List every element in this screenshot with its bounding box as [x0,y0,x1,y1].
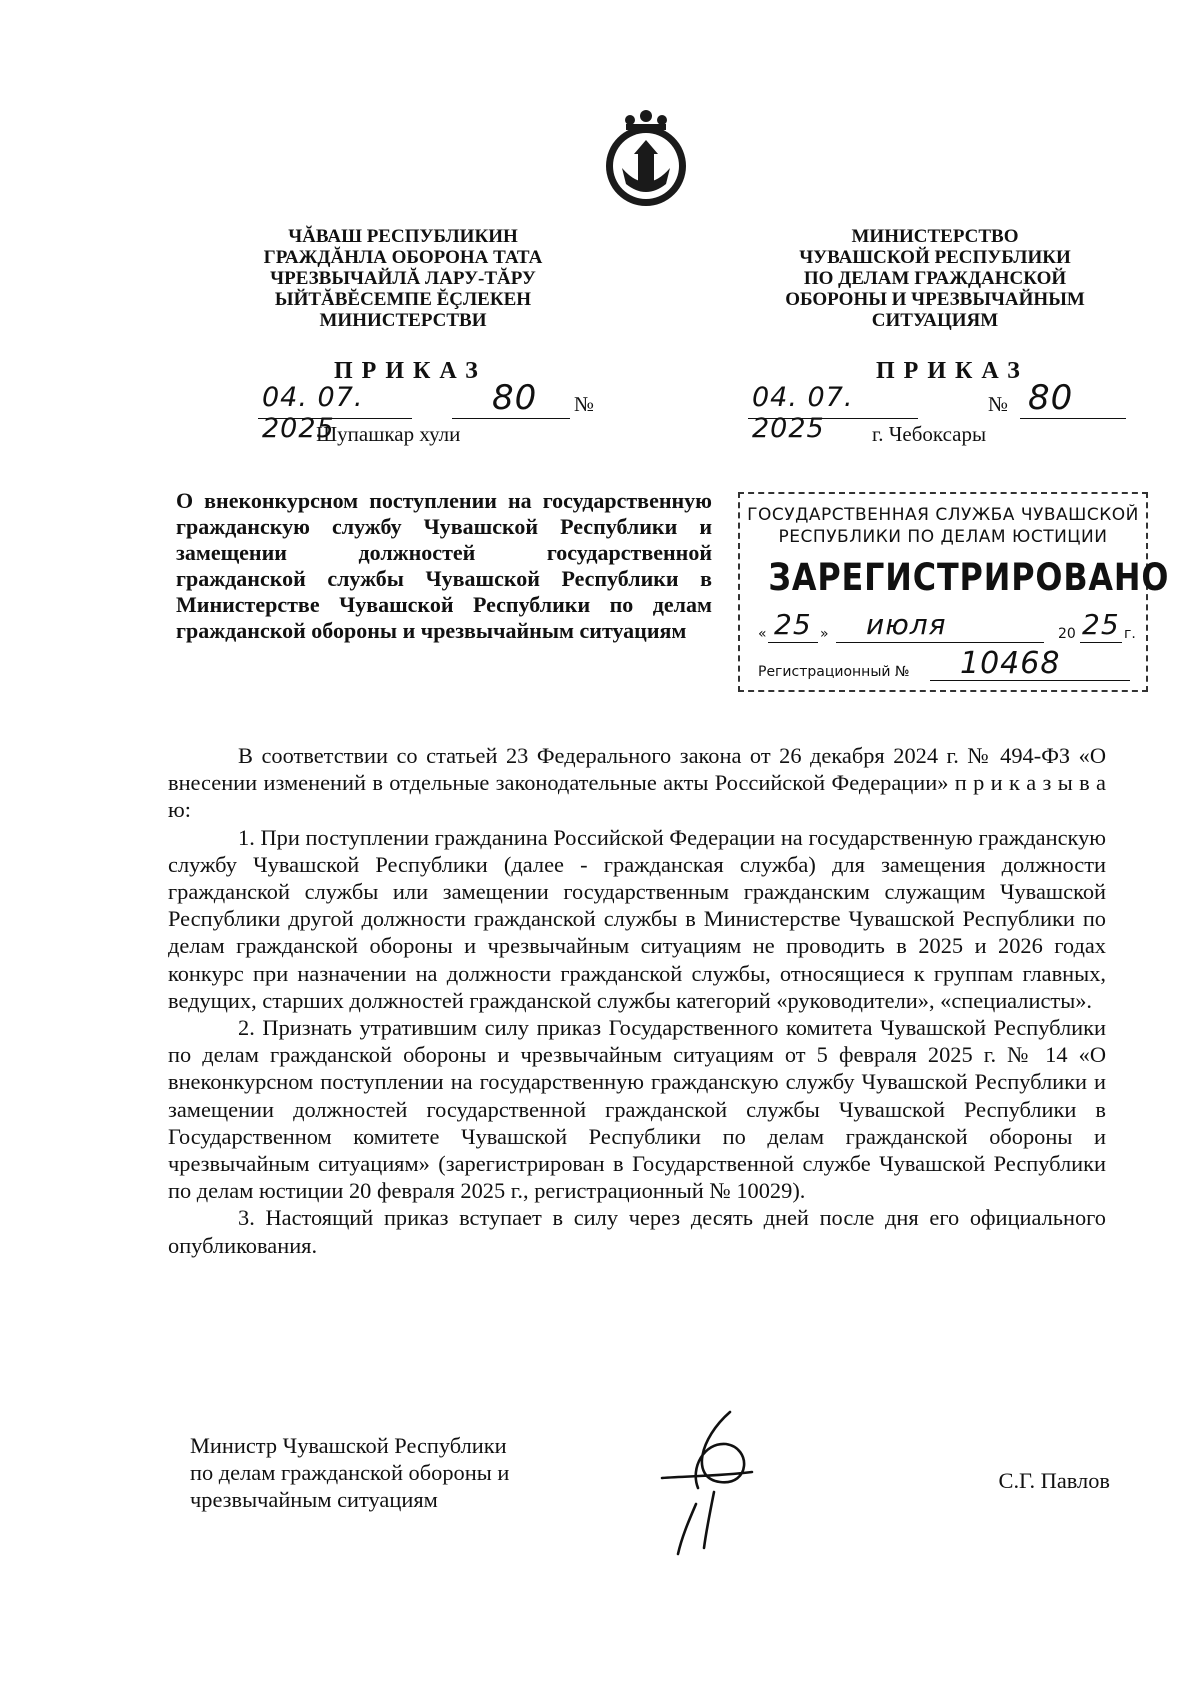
stamp-reg-number-field [930,646,1130,681]
stamp-registered-label: ЗАРЕГИСТРИРОВАНО [768,556,1170,599]
document-title: О внеконкурсном поступлении на государственную гражданскую службу Чувашской Республики и замещении должностей государственной гражданской службы Чувашской Республики в Министерстве Чувашской Республики по делам гражданской обороны и чрезвычайным ситуациям [176,488,712,643]
stamp-quote-close: » [820,626,829,642]
signer-name: С.Г. Павлов [998,1468,1110,1493]
number-sign-left: № [574,392,595,416]
registration-stamp [738,492,1170,692]
header-right-line: ОБОРОНЫ И ЧРЕЗВЫЧАЙНЫМ [785,289,1085,310]
stamp-month-field [836,608,1044,643]
stamp-year-prefix: 20 [1058,626,1076,642]
header-left-line: ГРАЖДĂНЛА ОБОРОНА ТАТА [263,247,543,268]
body-item-2: 2. Признать утратившим силу приказ Государственного комитета Чувашской Республики по делам гражданской обороны и чрезвычайным ситуациям от 5 февраля 2025 г. № 14 «О внеконкурсном поступлении на государственную гражданскую службу Чувашской Республики и замещении должностей государственной гражданской службы Чувашской Республики в Государственном комитете Чувашской Республики по делам гражданской обороны и чрезвычайным ситуациям» (зарегистрирован в Государственной службе Чувашской Республики по делам юстиции 20 февраля 2025 г., регистрационный № 10029). [168,1015,1106,1204]
stamp-reg-label: Регистрационный № [758,664,910,680]
place-right: г. Чебоксары [872,422,987,446]
place-left: Шупашкар хули [316,422,461,446]
number-left-handwritten: 80 [492,378,538,418]
body-preamble: В соответствии со статьей 23 Федерального закона от 26 декабря 2024 г. № 494-ФЗ «О внесении изменений в отдельные законодательные акты Российской Федерации» п р и к а з ы в а ю: [168,743,1106,823]
stamp-year-letter: г. [1124,626,1136,642]
stamp-org-line: ГОСУДАРСТВЕННАЯ СЛУЖБА ЧУВАШСКОЙ [747,505,1139,525]
header-left-line: ЧĂВАШ РЕСПУБЛИКИН [288,226,518,247]
signer-position [190,1432,610,1513]
date-field-right [748,382,918,444]
header-right-line: ЧУВАШСКОЙ РЕСПУБЛИКИ [799,247,1071,268]
stamp-day-handwritten: 25 [774,608,812,641]
body-item-1: 1. При поступлении гражданина Российской Федерации на государственную гражданскую службу Чувашской Республики (далее - гражданская служба) для замещения должности гражданской службы или замещении государственным гражданским служащим Чувашской Республики другой должности гражданской службы в Министерстве Чувашской Республики по делам гражданской обороны и чрезвычайным ситуациям не проводить в 2025 и 2026 годах конкурс при назначении на должности гражданской службы, относящиеся к группам главных, ведущих, старших должностей гражданской службы категорий «руководители», «специалисты». [168,824,1106,1013]
number-field-left [452,378,570,419]
stamp-reg-number-line [758,646,1138,684]
stamp-day-field [768,608,818,643]
handwritten-signature-icon [660,1408,770,1558]
header-right-line: СИТУАЦИЯМ [871,310,999,331]
header-left-ministry-name [238,226,568,331]
date-right-handwritten: 04. 07. 2025 [752,382,854,444]
stamp-reg-number-handwritten: 10468 [960,646,1061,681]
prikaz-label-right: ПРИКАЗ [876,358,1029,384]
header-right-line: ПО ДЕЛАМ ГРАЖДАНСКОЙ [803,268,1067,289]
stamp-org-line: РЕСПУБЛИКИ ПО ДЕЛАМ ЮСТИЦИИ [778,527,1108,547]
signer-position-line: по делам гражданской обороны и [190,1460,510,1485]
header-left-line: МИНИСТЕРСТВИ [319,310,487,331]
number-right-handwritten: 80 [1028,378,1074,418]
header-right-ministry-name [770,226,1100,331]
header-left-line: ЧРЕЗВЫЧАЙЛĂ ЛАРУ-ТĂРУ [270,268,536,289]
prikaz-label-left: ПРИКАЗ [334,358,487,384]
number-sign-right: № [988,392,1009,416]
stamp-month-handwritten: июля [866,608,947,641]
header-right-line: МИНИСТЕРСТВО [851,226,1019,247]
signer-position-line: Министр Чувашской Республики [190,1433,507,1458]
stamp-quote-open: « [758,626,767,642]
body-item-3: 3. Настоящий приказ вступает в силу через десять дней после дня его официального опубликования. [168,1205,1106,1258]
chuvash-emblem-icon [596,104,696,214]
header-left-line: ЫЙТĂВĔСЕМПЕ ĔÇЛЕКЕН [274,289,532,310]
number-field-right [1020,378,1126,419]
document-body [168,742,1106,1259]
date-left-handwritten: 04. 07. 2025 [262,382,364,444]
signer-position-line: чрезвычайным ситуациям [190,1487,438,1512]
stamp-date-line [758,608,1138,646]
stamp-year-field [1080,608,1122,643]
stamp-year-handwritten: 25 [1082,608,1120,641]
stamp-organization [740,504,1146,548]
